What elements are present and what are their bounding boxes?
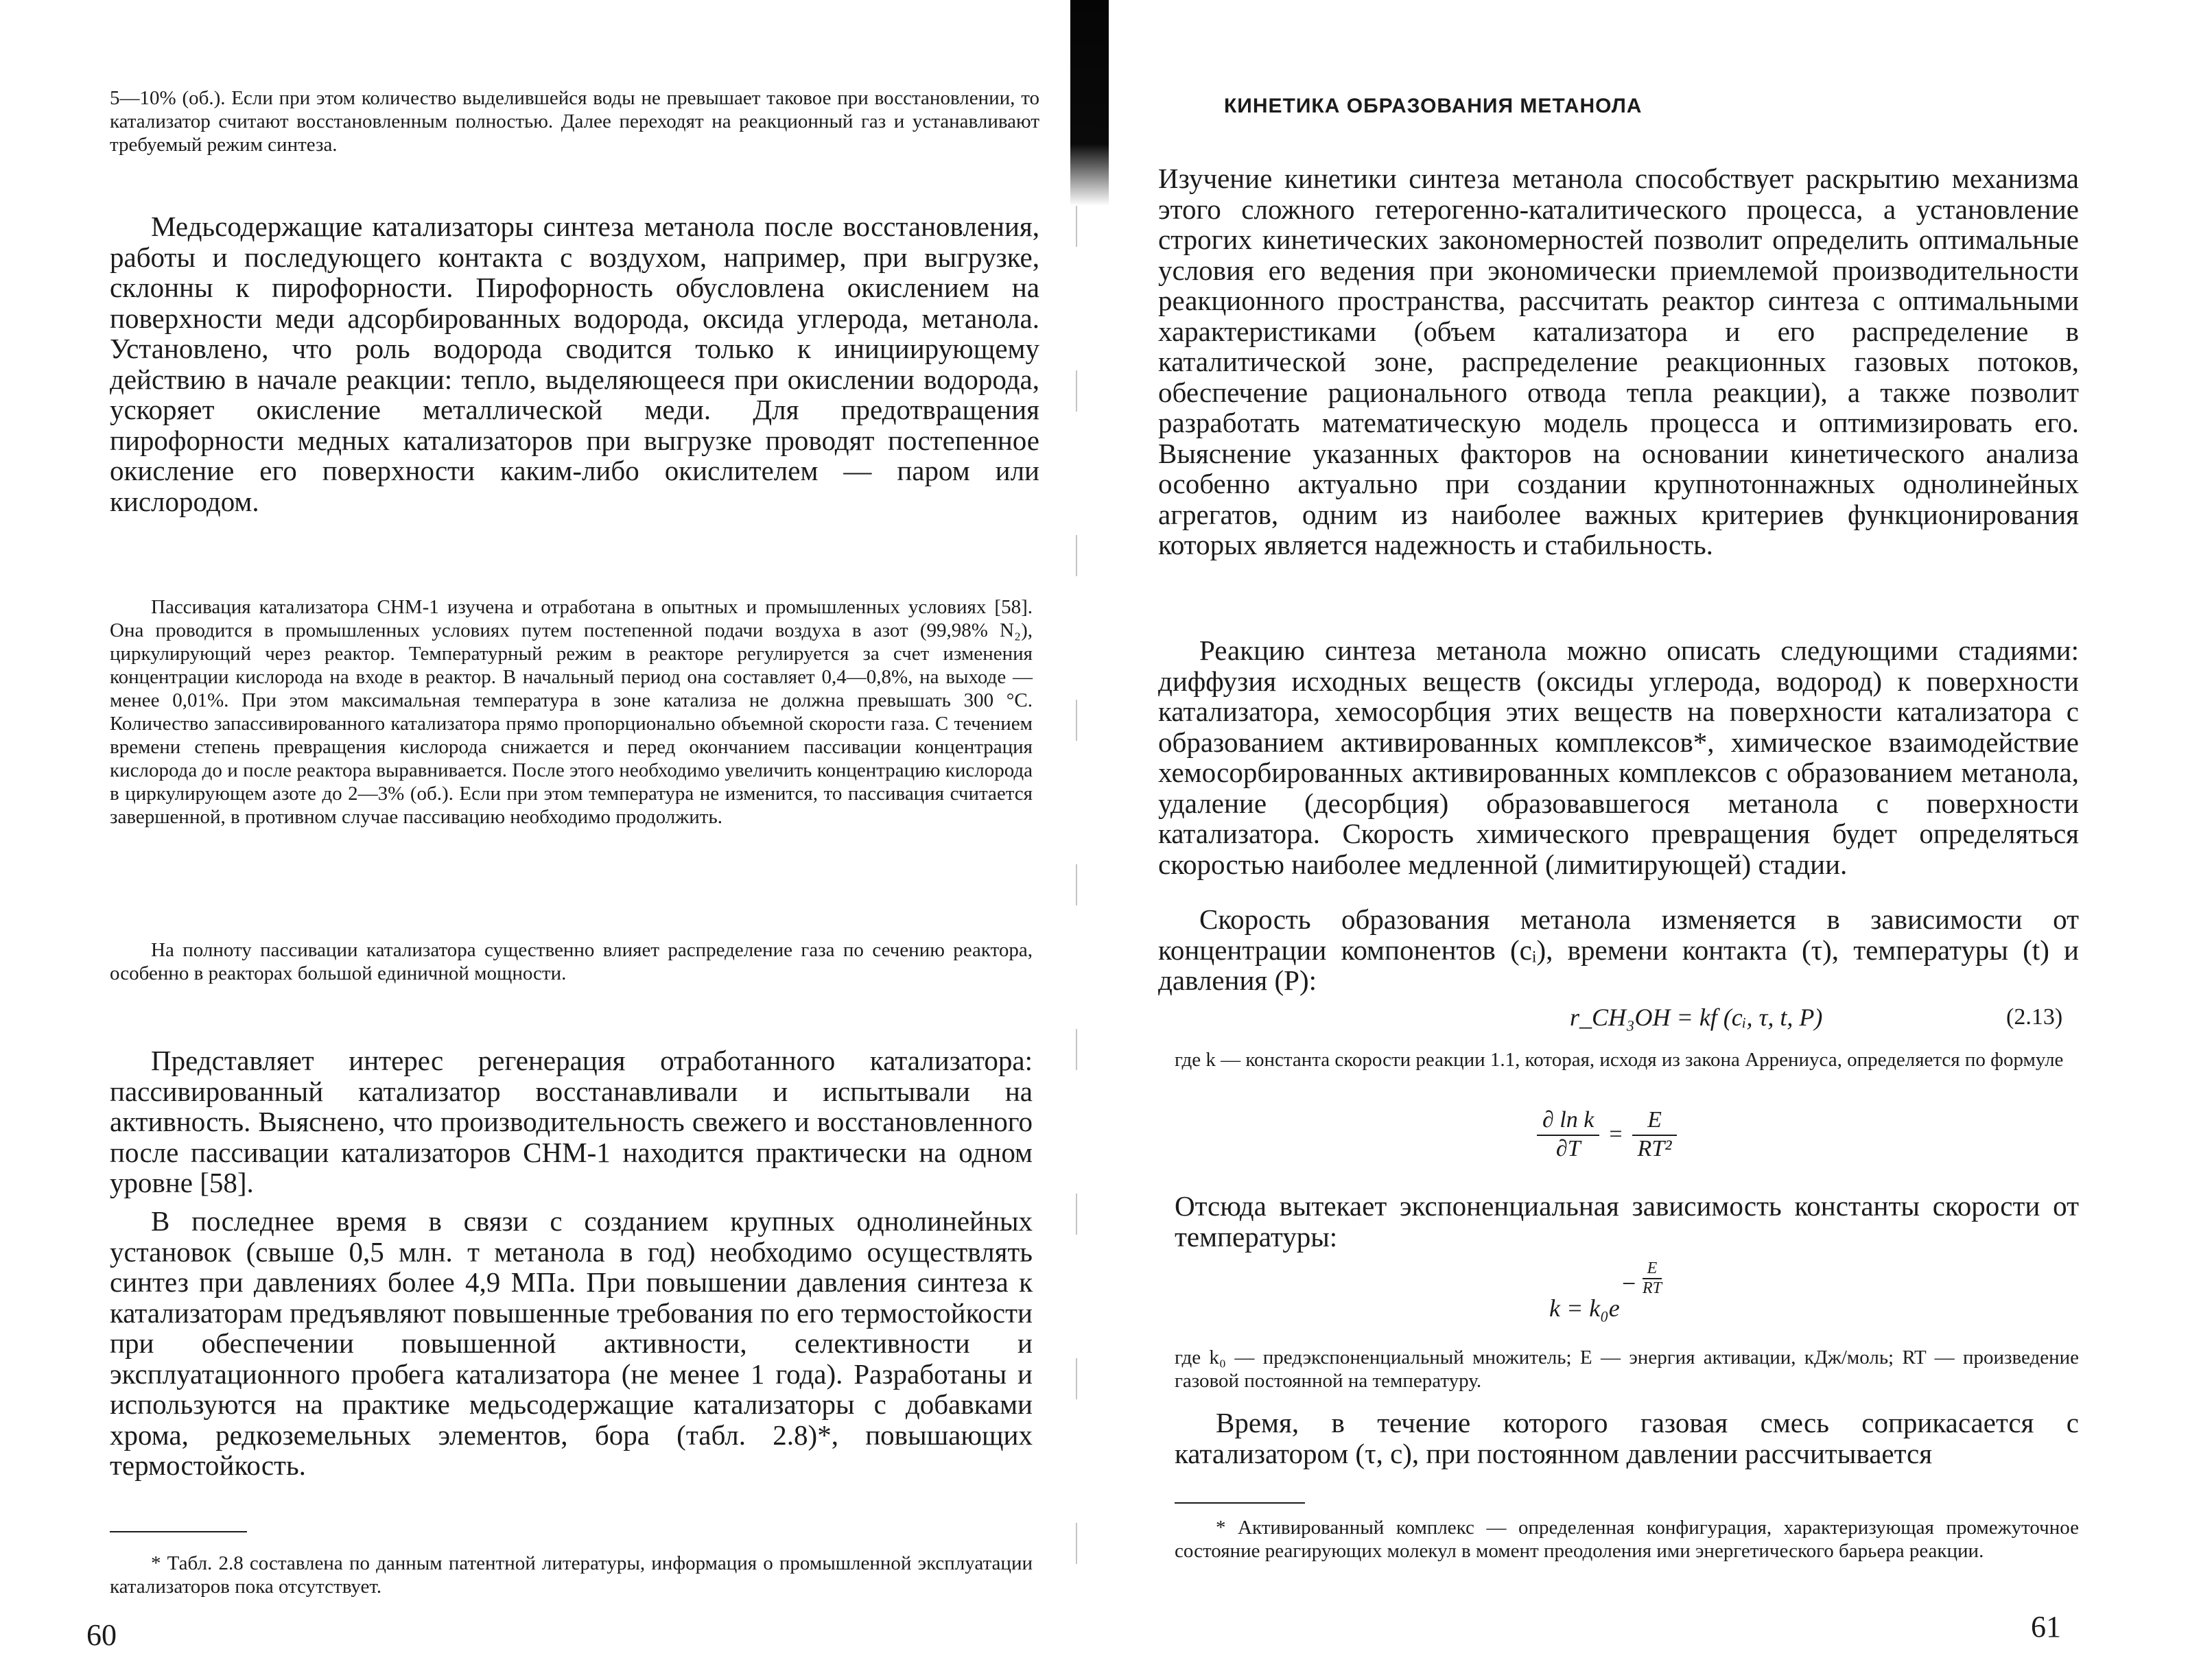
- rate-equation: r_CH₃OH = kf (cᵢ, τ, t, P): [1570, 1004, 1823, 1031]
- exponent-fraction: [1643, 1259, 1662, 1298]
- page-number: 60: [86, 1618, 117, 1652]
- footnote-rule: [110, 1531, 247, 1532]
- small-paragraph-where-k0: где k₀ — предэкспоненциальный множитель; E — энергия активации, кДж/моль; RT — произведение газовой постоянной на температуру.: [1175, 1347, 2079, 1392]
- top-fragment: 5—10% (об.). Если при этом количество выделившейся воды не превышает таковое при восстановлении, то катализатор считают восстановленным полностью. Далее переходят на реакционный газ и устанавливают требуемый режим синтеза.: [110, 87, 1039, 156]
- paragraph-regeneration: Представляет интерес регенерация отработанного катализатора: пассивированный катализатор восстанавливали и испытывали на активность. Выяснено, что производительность свежего и восстановленного после пассивации катализаторов СНМ-1 находится практически на одном уровне [58].: [110, 1045, 1033, 1198]
- exponent-denominator: RT: [1643, 1279, 1662, 1297]
- paragraph-stages: Реакцию синтеза метанола можно описать следующими стадиями: диффузия исходных веществ (оксиды углерода, водород) к поверхности катализатора, хемосорбция этих веществ на поверхности катализатора с образованием активированных комплексов*, химическое взаимодействие хемосорбированных активированных комплексов с образованием метанола, удаление (десорбция) образовавшегося метанола с поверхности катализатора. Скорость химического превращения будет определяться скоростью наиболее медленной (лимитирующей) стадии.: [1158, 635, 2079, 880]
- paragraph-rate: Скорость образования метанола изменяется в зависимости от концентрации компонентов (cᵢ), времени контакта (τ), температуры (t) и давления (P):: [1158, 903, 2079, 996]
- paragraph-exponential: Отсюда вытекает экспоненциальная зависимость константы скорости от температуры:: [1175, 1190, 2079, 1253]
- equation-number: (2.13): [2006, 1004, 2063, 1030]
- left-page: [0, 0, 1084, 1671]
- arrhenius-equation: $\frac{\text{∂ ln k}}{\partial T}$ = $\frac{E}{\text{RT²}}$: [1537, 1107, 1677, 1162]
- fraction-denominator: RT²: [1637, 1136, 1672, 1161]
- exponent-numerator: E: [1643, 1259, 1662, 1279]
- footnote-rule: [1175, 1502, 1305, 1504]
- binding-shadow: [1070, 0, 1109, 206]
- small-paragraph-where-k: где k — константа скорости реакции 1.1, которая, исходя из закона Аррениуса, определяется по формуле: [1175, 1049, 2064, 1071]
- paragraph-contact-time: Время, в течение которого газовая смесь соприкасается с катализатором (τ, с), при постоянном давлении рассчитывается: [1175, 1407, 2079, 1469]
- small-paragraph-passivation: Пассивация катализатора СНМ-1 изучена и отработана в опытных и промышленных условиях [58]. Она проводится в промышленных условиях путем постепенной подачи воздуха в азот (99,98% N₂), циркулирующий через реактор. Температурный режим в реакторе регулируется за счет изменения концентрации кислорода на входе в реактор. В начальный период она составляет 0,4—0,8%, на выходе — менее 0,01%. При этом максимальная температура в зоне катализа не должна превышать 300 °С. Количество запассивированного катализатора прямо пропорционально объемной скорости газа. С течением времени степень превращения кислорода снижается и перед окончанием пассивации концентрация кислорода до и после реактора выравнивается. После этого необходимо увеличить концентрацию кислорода в циркулирующем азоте до 2—3% (об.). Если при этом температура не изменится, то пассивация считается завершенной, в противном случае пассивацию необходимо продолжить.: [110, 596, 1033, 828]
- fraction-denominator: ∂T: [1555, 1136, 1581, 1161]
- paragraph-pyrophoric: Медьсодержащие катализаторы синтеза метанола после восстановления, работы и последующего контакта с воздухом, например, при выгрузке, склонны к пирофорности. Пирофорность обусловлена окислением на поверхности меди адсорбированных водорода, оксида углерода, метанола. Установлено, что роль водорода сводится только к инициирующему действию в начале реакции: тепло, выделяющееся при окислении водорода, ускоряет окисление металлической меди. Для предотвращения пирофорности медных катализаторов при выгрузке проводят постепенное окисление его поверхности каким-либо окислителем — паром или кислородом.: [110, 211, 1039, 517]
- footnote: * Табл. 2.8 составлена по данным патентной литературы, информация о промышленной эксплуатации катализаторов пока отсутствует.: [110, 1552, 1033, 1598]
- footnote: * Активированный комплекс — определенная конфигурация, характеризующая промежуточное состояние реагирующих молекул в момент преодоления ими энергетического барьера реакции.: [1175, 1517, 2079, 1562]
- binding-crease: [1076, 206, 1077, 1646]
- paragraph-recent-developments: В последнее время в связи с созданием крупных однолинейных установок (свыше 0,5 млн. т метанола в год) необходимо осуществлять синтез при давлениях более 4,9 МПа. При повышении давления синтеза к катализаторам предъявляют повышенные требования по его термостойкости при обеспечении повышенной активности, селективности и эксплуатационного пробега катализатора (не менее 1 года). Разработаны и используются на практике медьсодержащие катализаторы с добавками хрома, редкоземельных элементов, бора (табл. 2.8)*, повышающих термостойкость.: [110, 1205, 1033, 1481]
- exponential-formula: k = k₀e: [1549, 1294, 1620, 1322]
- fraction-numerator: ∂ ln k: [1537, 1107, 1599, 1136]
- section-heading: КИНЕТИКА ОБРАЗОВАНИЯ МЕТАНОЛА: [1224, 95, 1643, 117]
- fraction-numerator: E: [1632, 1107, 1678, 1136]
- page-number: 61: [2031, 1610, 2061, 1644]
- paragraph-intro: Изучение кинетики синтеза метанола способствует раскрытию механизма этого сложного гетерогенно-каталитического процесса, а установление строгих кинетических закономерностей позволит определить оптимальные условия его ведения при экономически приемлемой производительности реакционного пространства, рассчитать реактор синтеза с оптимальными характеристиками (объем катализатора и его распределение в каталитической зоне, распределение реакционных газовых потоков, обеспечение рационального отвода тепла реакции), а также позволит разработать математическую модель процесса и оптимизировать его. Выяснение указанных факторов на основании кинетического анализа особенно актуально при создании крупнотоннажных однолинейных агрегатов, одним из наиболее важных критериев функционирования которых является надежность и стабильность.: [1158, 163, 2079, 560]
- small-paragraph-distribution: На полноту пассивации катализатора существенно влияет распределение газа по сечению реактора, особенно в реакторах большой единичной мощности.: [110, 939, 1033, 984]
- exponent-minus: −: [1622, 1270, 1636, 1297]
